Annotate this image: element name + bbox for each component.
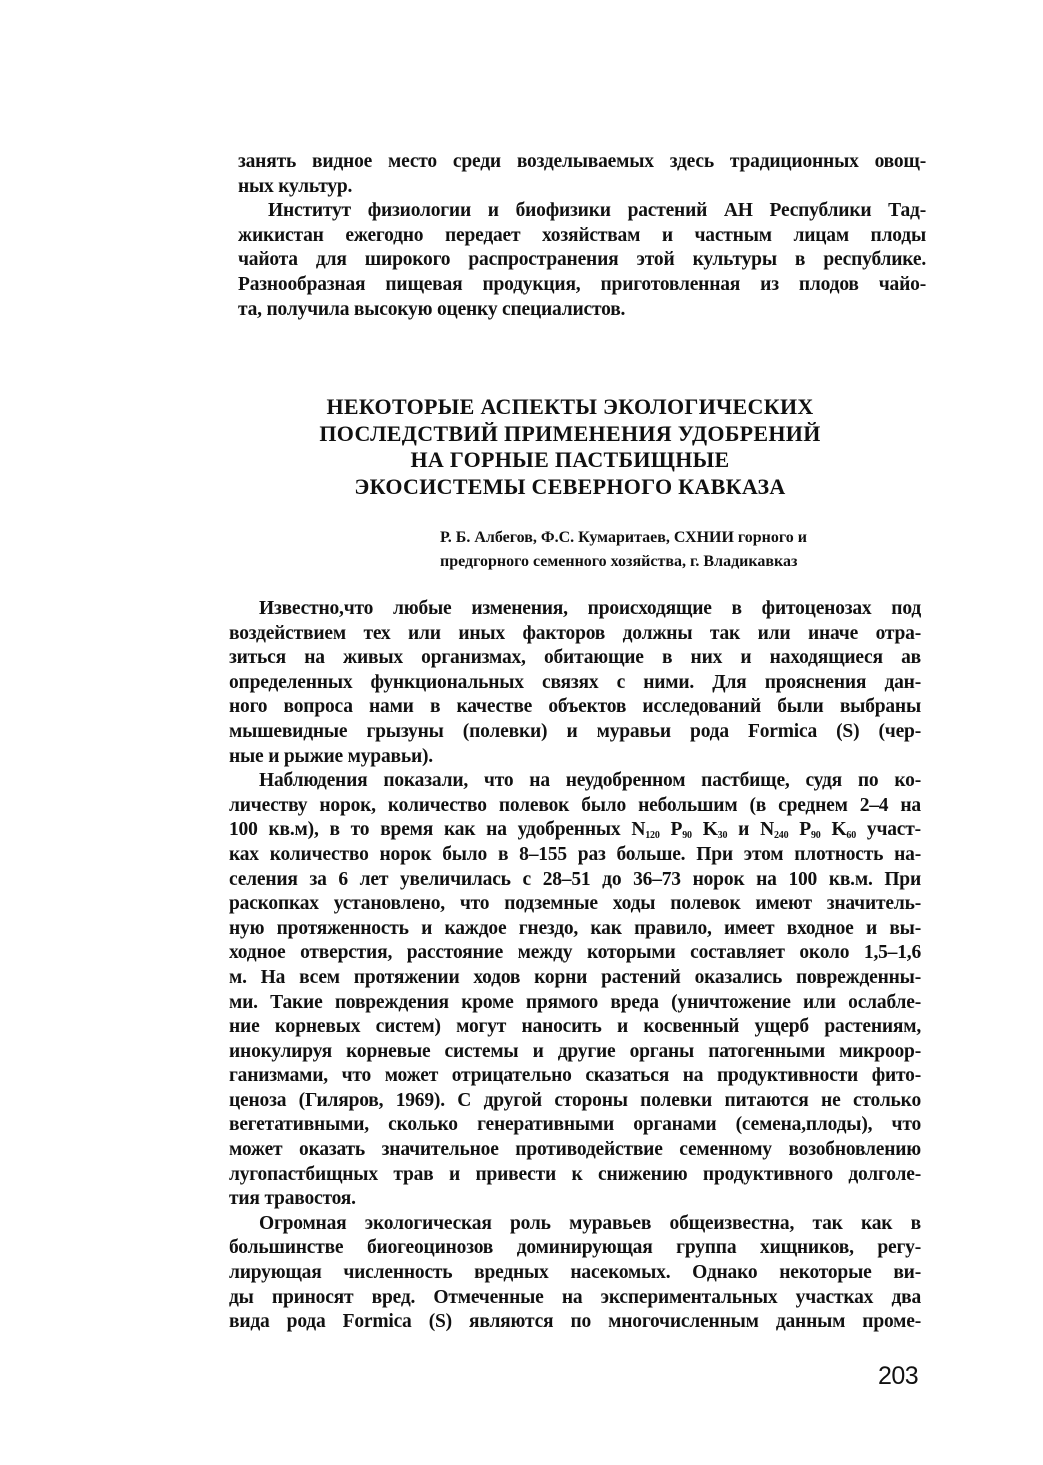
text-line: Наблюдения показали, что на неудобренном пастбище, судя по ко- <box>259 770 921 792</box>
text-line: ганизмами, что может отрицательно сказаться на продуктивности фито- <box>229 1065 921 1087</box>
fertilizer-formula <box>631 819 856 840</box>
article-body <box>229 597 921 1335</box>
text-line: вида рода Formica (S) являются по многочисленным данным проме- <box>229 1311 921 1333</box>
text-line: раскопках установлено, что подземные ходы полевок имеют значитель- <box>229 893 921 915</box>
affiliation-line: предгорного семенного хозяйства, г. Владикавказ <box>440 553 798 570</box>
text-line: ние корневых систем) могут наносить и косвенный ущерб растениям, <box>229 1016 921 1038</box>
formula-n: N <box>760 819 774 841</box>
text-line: личеству норок, количество полевок было небольшим (в среднем 2–4 на <box>229 794 921 816</box>
text-line: та, получила высокую оценку специалистов. <box>238 298 626 320</box>
text-line: чайота для широкого распространения этой культуры в республике. <box>238 249 926 271</box>
text-line: зиться на живых организмах, обитающие в них и находящиеся ав <box>229 647 921 669</box>
text-line: лугопастбищных трав и привести к снижению продуктивного долголе- <box>229 1163 921 1185</box>
formula-sub: 90 <box>810 830 821 842</box>
formula-sub: 120 <box>645 830 660 842</box>
formula-sub: 60 <box>846 830 857 842</box>
continuation-paragraph <box>238 150 926 199</box>
text-line: определенных функциональных связях с ними. Для прояснения дан- <box>229 671 921 693</box>
formula-p: P <box>670 819 683 841</box>
text-line: Институт физиологии и биофизики растений АН Республики Тад- <box>268 200 926 222</box>
text-line: жикистан ежегодно передает хозяйствам и частным лицам плоды <box>238 224 926 246</box>
article-title <box>290 394 850 500</box>
text-line: занять видное место среди возделываемых здесь традиционных овощ- <box>238 151 926 172</box>
paragraph-observations <box>229 769 921 1212</box>
authors-affiliation <box>440 526 905 574</box>
formula-sub: 240 <box>773 830 789 842</box>
formula-and: и <box>738 819 750 841</box>
text-line: инокулируя корневые системы и другие органы патогенными микроор- <box>229 1040 921 1062</box>
text-line: Известно,что любые изменения, происходящие в фитоценозах под <box>259 598 921 619</box>
text-line: ного вопроса нами в качестве объектов исследований были выбраны <box>229 696 921 718</box>
formula-sub: 90 <box>682 830 692 842</box>
text-line: м. На всем протяжении ходов корни растений оказались поврежденны- <box>229 966 921 988</box>
text-line: лирующая численность вредных насекомых. Однако некоторые ви- <box>229 1262 921 1284</box>
text-line: тия травостоя. <box>229 1188 356 1210</box>
text-line: ценоза (Гиляров, 1969). С другой стороны полевки питаются не столько <box>229 1089 921 1111</box>
text-line: ные и рыжие муравьи). <box>229 745 433 767</box>
formula-p: P <box>799 819 811 841</box>
paragraph-intro <box>229 597 921 769</box>
text-line: Разнообразная пищевая продукция, приготовленная из плодов чайо- <box>238 273 926 295</box>
text-line: ных культур. <box>238 175 353 197</box>
formula-n: N <box>631 819 646 841</box>
title-line: НЕКОТОРЫЕ АСПЕКТЫ ЭКОЛОГИЧЕСКИХ <box>326 394 814 419</box>
title-line: ПОСЛЕДСТВИЙ ПРИМЕНЕНИЯ УДОБРЕНИЙ <box>319 420 821 446</box>
title-line: НА ГОРНЫЕ ПАСТБИЩНЫЕ <box>410 447 730 472</box>
text-line: селения за 6 лет увеличилась с 28–51 до 36–73 норок на 100 кв.м. При <box>229 868 921 890</box>
text-line: ную протяженность и каждое гнездо, как правило, имеет входное и вы- <box>229 917 921 939</box>
text-line: ми. Такие повреждения кроме прямого вреда (уничтожение или ослабле- <box>229 991 921 1013</box>
text-line: ды приносят вред. Отмеченные на экспериментальных участках два <box>229 1286 921 1308</box>
paragraph-ants <box>229 1212 921 1335</box>
formula-k: K <box>702 819 718 841</box>
formula-tail: участ- <box>866 819 921 841</box>
text-line: воздействием тех или иных факторов должны так или иначе отра- <box>229 622 921 644</box>
page-number: 203 <box>878 1362 919 1390</box>
text-line: большинстве биогеоцинозов доминирующая группа хищников, регу- <box>229 1237 921 1259</box>
formula-k: K <box>831 819 847 841</box>
text-line: ходное отверстия, расстояние между которыми составляет около 1,5–1,6 <box>229 942 921 964</box>
text-line: может оказать значительное противодействие семенному возобновлению <box>229 1139 921 1161</box>
text-line-formula <box>229 818 921 843</box>
text-line: ках количество норок было в 8–155 раз больше. При этом плотность на- <box>229 843 921 865</box>
institute-paragraph <box>238 199 926 322</box>
formula-lead: 100 кв.м), в то время как на удобренных <box>229 819 621 841</box>
top-text-block <box>238 150 926 322</box>
text-line: мышевидные грызуны (полевки) и муравьи рода Formica (S) (чер- <box>229 720 921 742</box>
text-line: вегетативными, сколько генеративными органами (семена,плоды), что <box>229 1114 921 1136</box>
title-line: ЭКОСИСТЕМЫ СЕВЕРНОГО КАВКАЗА <box>354 473 786 499</box>
text-line: Огромная экологическая роль муравьев общеизвестна, так как в <box>259 1212 921 1234</box>
authors-line: Р. Б. Албегов, Ф.С. Кумаритаев, СХНИИ горного и <box>440 529 807 546</box>
formula-sub: 30 <box>717 830 728 842</box>
